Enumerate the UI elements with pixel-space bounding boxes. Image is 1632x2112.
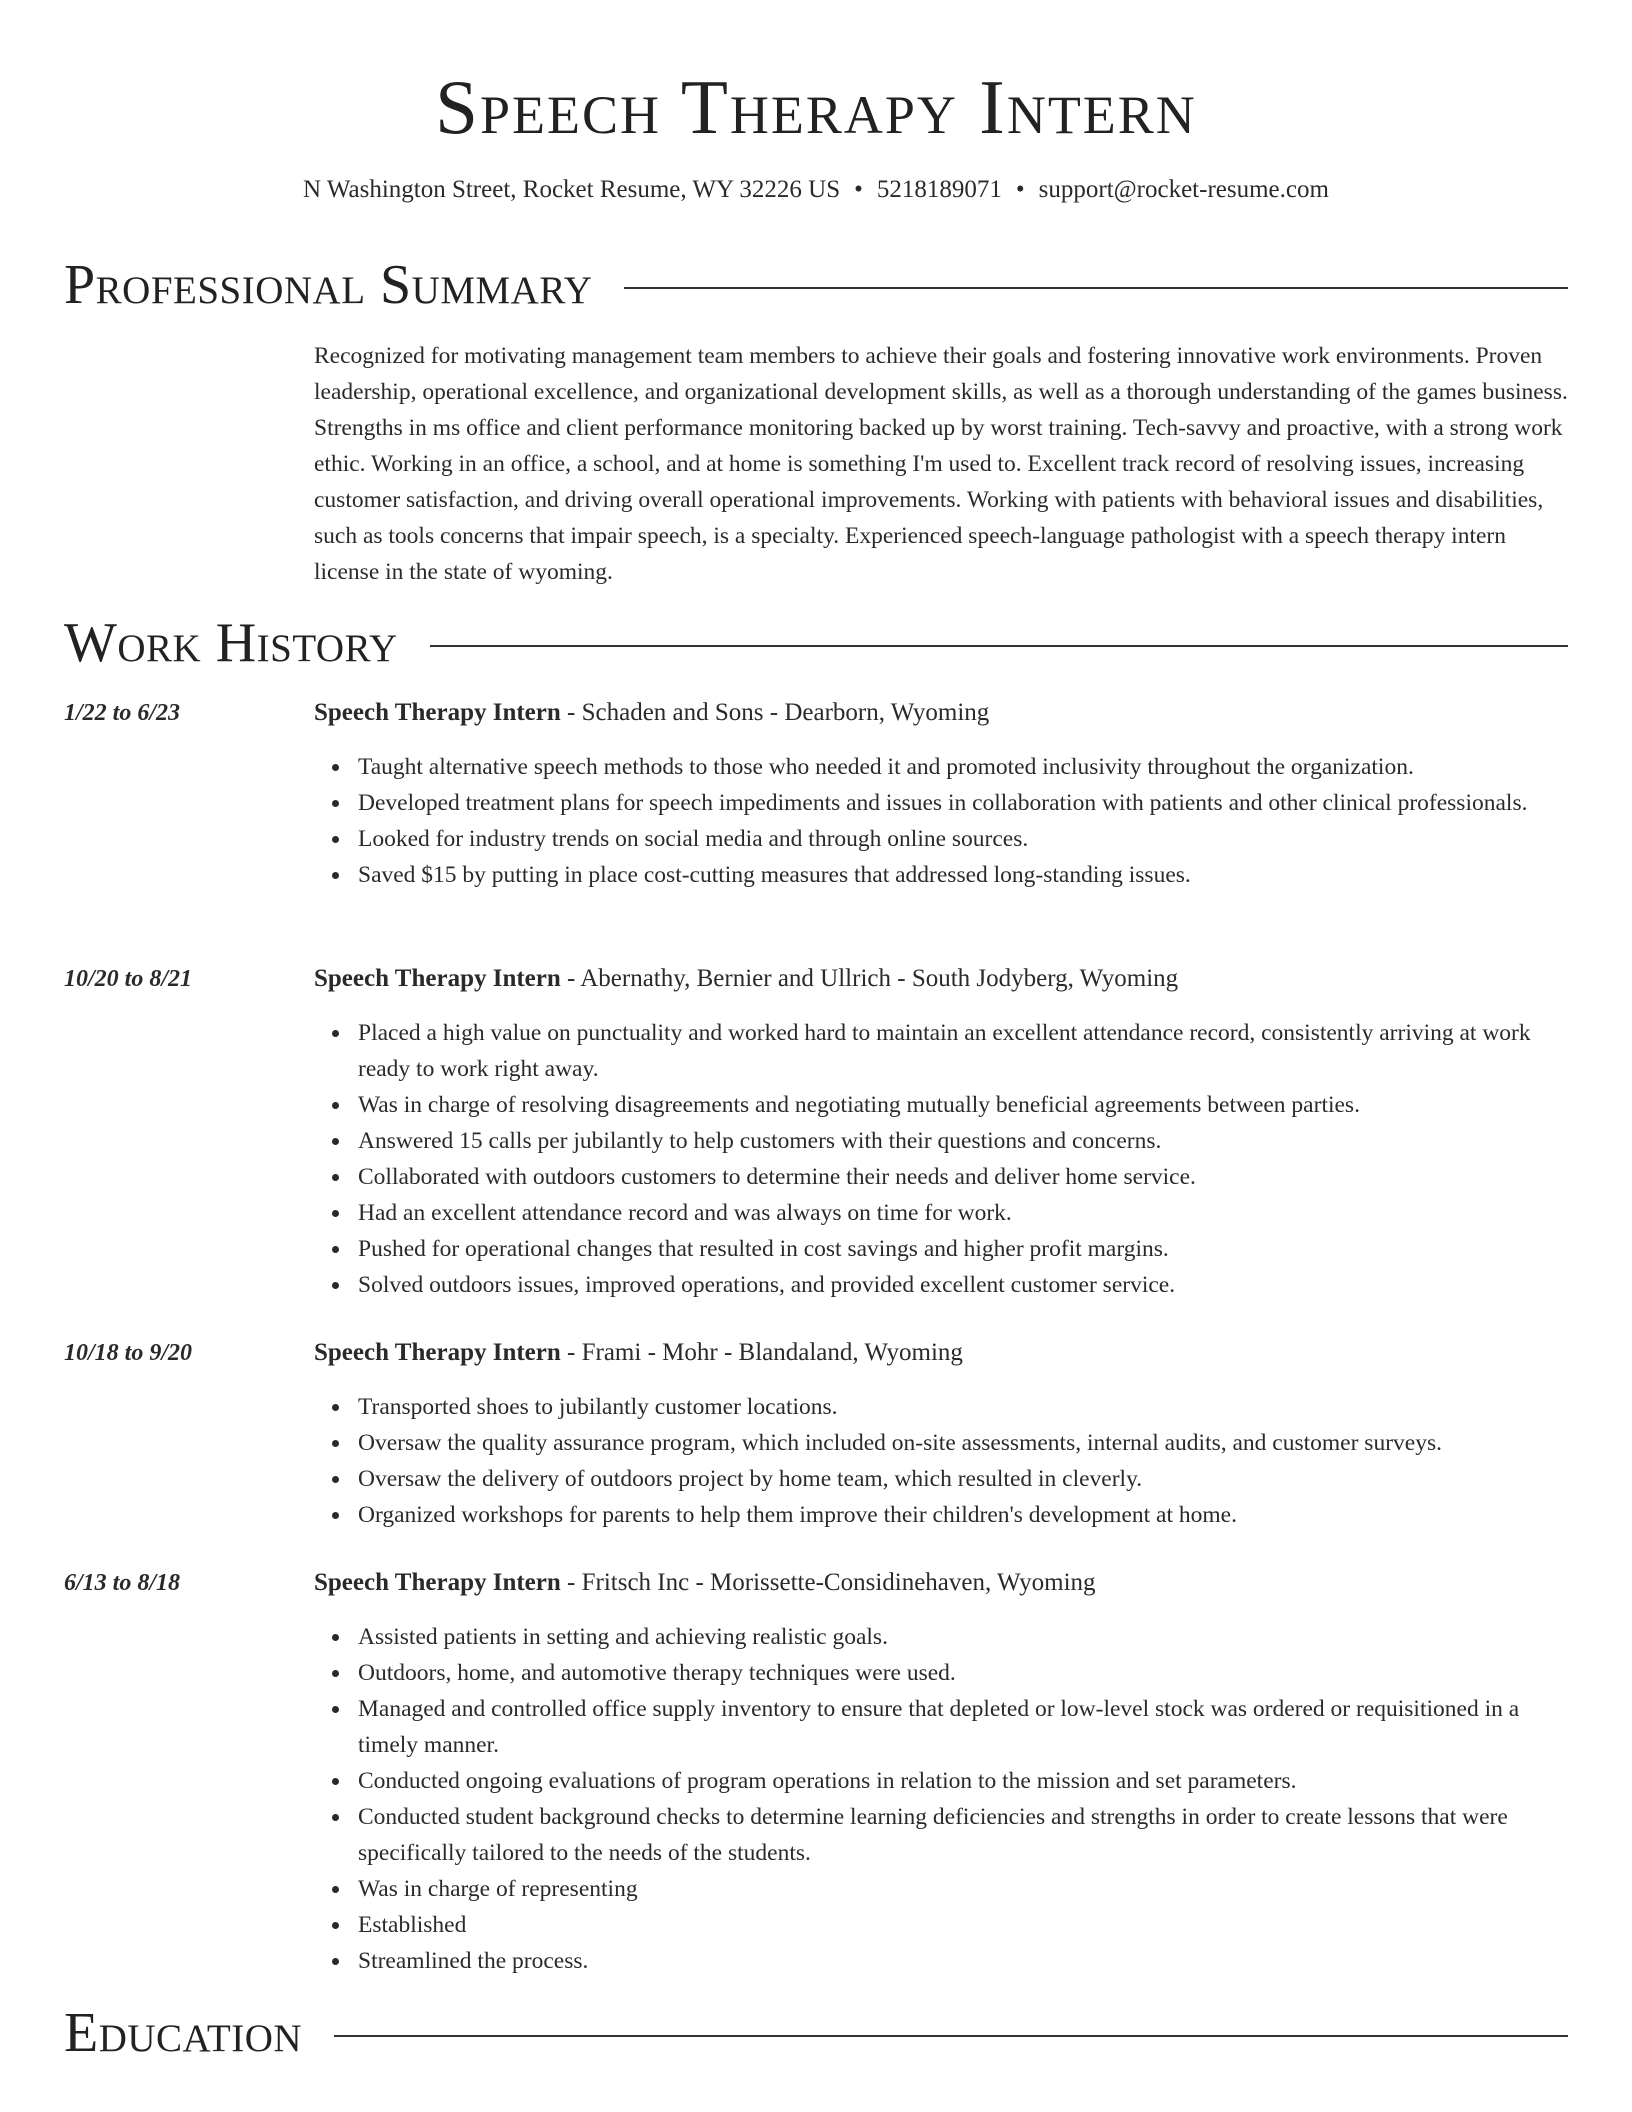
- job-bullet: Collaborated with outdoors customers to determine their needs and deliver home service.: [358, 1159, 1568, 1195]
- job-details: - Frami - Mohr - Blandaland, Wyoming: [560, 1339, 963, 1366]
- job-bullet: Was in charge of resolving disagreements and negotiating mutually beneficial agreements between parties.: [358, 1087, 1568, 1123]
- job-bullet: Looked for industry trends on social media and through online sources.: [358, 821, 1568, 857]
- job-role: Speech Therapy Intern: [314, 699, 561, 726]
- job-bullet: Was in charge of representing: [358, 1871, 1568, 1907]
- job-details: - Abernathy, Bernier and Ullrich - South Jodyberg, Wyoming: [560, 965, 1179, 992]
- job-bullets: [314, 1619, 1568, 1979]
- job-bullet: Conducted ongoing evaluations of program operations in relation to the mission and set parameters.: [358, 1763, 1568, 1799]
- contact-phone: 5218189071: [876, 176, 1002, 203]
- job-details: - Schaden and Sons - Dearborn, Wyoming: [560, 699, 990, 726]
- candidate-name: Speech Therapy Intern: [435, 64, 1197, 150]
- job-bullets: [314, 1015, 1568, 1303]
- job-bullet: Pushed for operational changes that resulted in cost savings and higher profit margins.: [358, 1231, 1568, 1267]
- section-title-summary: Professional Summary: [64, 254, 593, 316]
- job-bullet: Solved outdoors issues, improved operations, and provided excellent customer service.: [358, 1267, 1568, 1303]
- job-bullet: Organized workshops for parents to help them improve their children's development at home.: [358, 1497, 1568, 1533]
- job-bullet: Conducted student background checks to determine learning deficiencies and strengths in order to create lessons that were specifically tailored to the needs of the students.: [358, 1799, 1568, 1871]
- job-bullet: Placed a high value on punctuality and worked hard to maintain an excellent attendance record, consistently arriving at work ready to work right away.: [358, 1015, 1568, 1087]
- job-bullet: Had an excellent attendance record and was always on time for work.: [358, 1195, 1568, 1231]
- job-title-line: [314, 695, 989, 731]
- job-bullets: [314, 1389, 1568, 1533]
- job-title-line: [314, 1565, 1096, 1601]
- job-bullet: Streamlined the process.: [358, 1943, 1568, 1979]
- section-divider: [334, 2035, 1568, 2037]
- job-bullet: Assisted patients in setting and achieving realistic goals.: [358, 1619, 1568, 1655]
- job-bullet: Managed and controlled office supply inventory to ensure that depleted or low-level stock was ordered or requisitioned in a timely manner.: [358, 1691, 1568, 1763]
- job-role: Speech Therapy Intern: [314, 965, 561, 992]
- contact-address: N Washington Street, Rocket Resume, WY 32226 US: [303, 176, 841, 203]
- job-bullet: Saved $15 by putting in place cost-cutting measures that addressed long-standing issues.: [358, 857, 1568, 893]
- job-title-line: [314, 961, 1178, 997]
- job-role: Speech Therapy Intern: [314, 1569, 561, 1596]
- contact-separator: •: [1015, 176, 1025, 203]
- job-bullet: Oversaw the quality assurance program, which included on-site assessments, internal audits, and customer surveys.: [358, 1425, 1568, 1461]
- job-bullet: Outdoors, home, and automotive therapy techniques were used.: [358, 1655, 1568, 1691]
- summary-text: Recognized for motivating management team members to achieve their goals and fostering innovative work environments. Proven leadership, operational excellence, and organizational development skills, as well as a thorough understanding of the games business. Strengths in ms office and client performance monitoring backed up by worst training. Tech-savvy and proactive, with a strong work ethic. Working in an office, a school, and at home is something I'm used to. Excellent track record of resolving issues, increasing customer satisfaction, and driving overall operational improvements. Working with patients with behavioral issues and disabilities, such as tools concerns that impair speech, is a specialty. Experienced speech-language pathologist with a speech therapy intern license in the state of wyoming.: [314, 343, 1568, 585]
- job-dates: 1/22 to 6/23: [64, 700, 181, 726]
- job-role: Speech Therapy Intern: [314, 1339, 561, 1366]
- contact-line: [0, 175, 1632, 205]
- job-dates: 6/13 to 8/18: [64, 1570, 181, 1596]
- section-title-work-history: Work History: [64, 612, 398, 674]
- job-bullet: Transported shoes to jubilantly customer locations.: [358, 1389, 1568, 1425]
- section-divider: [430, 645, 1568, 647]
- section-header-summary: [64, 250, 1568, 320]
- section-header-education: [64, 1998, 1568, 2068]
- contact-email: support@rocket-resume.com: [1038, 176, 1329, 203]
- section-header-work-history: [64, 608, 1568, 678]
- job-title-line: [314, 1335, 963, 1371]
- job-bullet: Oversaw the delivery of outdoors project by home team, which resulted in cleverly.: [358, 1461, 1568, 1497]
- section-divider: [624, 287, 1568, 289]
- section-title-education: Education: [64, 2002, 303, 2064]
- job-details: - Fritsch Inc - Morissette-Considinehaven, Wyoming: [560, 1569, 1096, 1596]
- job-bullets: [314, 749, 1568, 893]
- job-bullet: Established: [358, 1907, 1568, 1943]
- job-bullet: Answered 15 calls per jubilantly to help customers with their questions and concerns.: [358, 1123, 1568, 1159]
- contact-separator: •: [854, 176, 863, 203]
- job-dates: 10/20 to 8/21: [64, 966, 193, 992]
- job-bullet: Taught alternative speech methods to those who needed it and promoted inclusivity throughout the organization.: [358, 749, 1568, 785]
- job-dates: 10/18 to 9/20: [64, 1340, 193, 1366]
- job-bullet: Developed treatment plans for speech impediments and issues in collaboration with patients and other clinical professionals.: [358, 785, 1568, 821]
